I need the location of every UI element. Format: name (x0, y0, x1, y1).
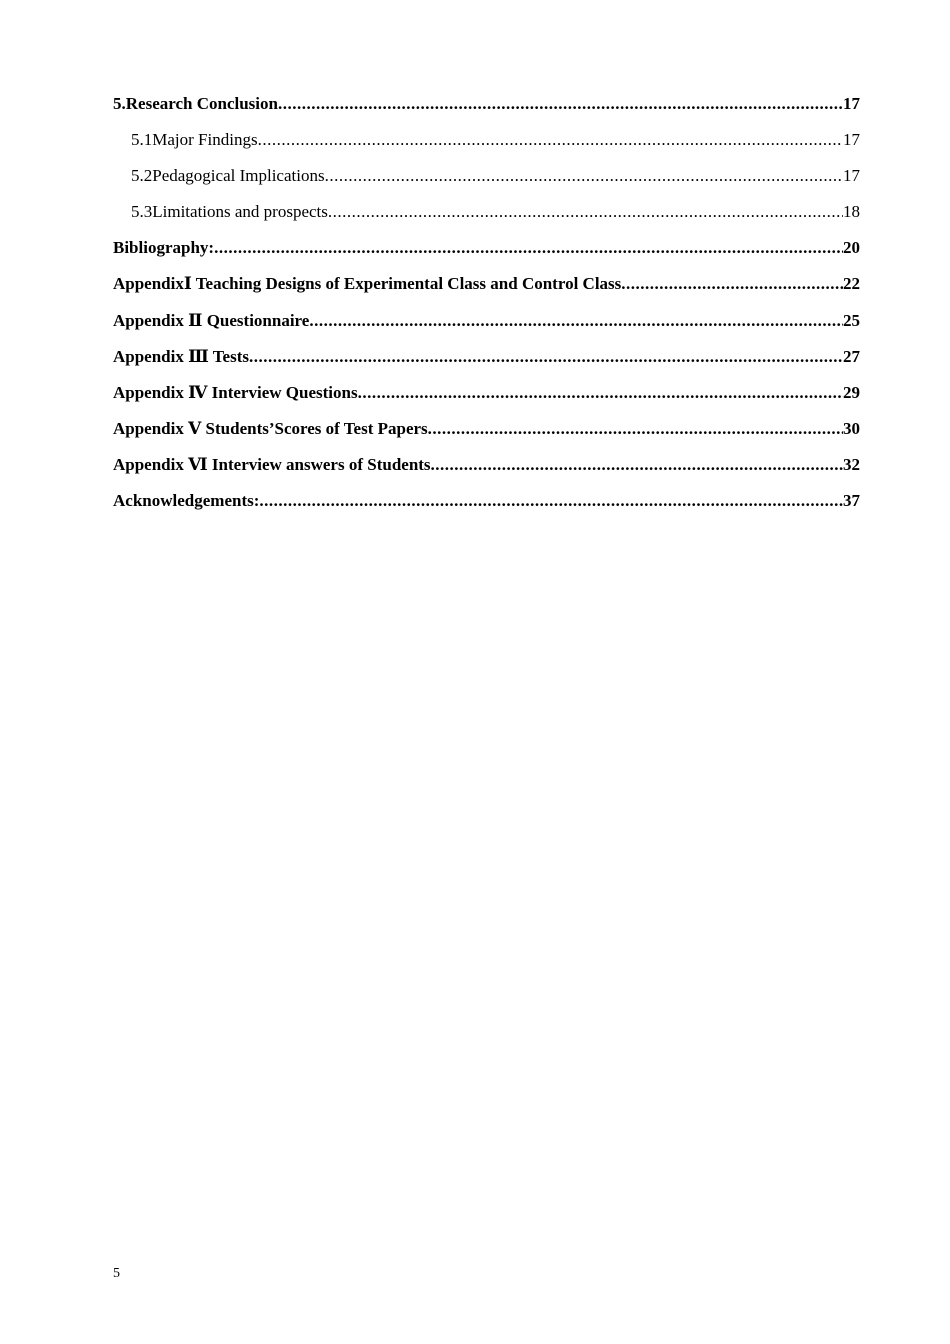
toc-entry-title: 5.1Major Findings (131, 130, 258, 150)
toc-page-number: 37 (843, 491, 860, 511)
toc-dot-leader (309, 309, 843, 333)
toc-entry-appendix-1[interactable] (113, 272, 860, 308)
toc-entry-appendix-2[interactable] (113, 309, 860, 345)
table-of-contents (113, 92, 860, 525)
toc-entry-title: Appendix Ⅱ Questionnaire (113, 310, 310, 330)
toc-page-number: 27 (843, 346, 860, 366)
toc-entry-title: Appendix Ⅵ Interview answers of Students (113, 454, 431, 474)
toc-entry-bibliography[interactable] (113, 236, 860, 272)
toc-page-number: 17 (843, 130, 860, 150)
toc-dot-leader (249, 345, 843, 369)
toc-entry-title: Appendix Ⅴ Students’Scores of Test Papers (113, 418, 428, 438)
toc-page-number: 25 (843, 310, 860, 330)
toc-dot-leader (358, 381, 843, 405)
toc-entry-appendix-4[interactable] (113, 381, 860, 417)
toc-page-number: 17 (843, 166, 860, 186)
toc-entry-title: Acknowledgements: (113, 491, 260, 511)
toc-page-number: 20 (843, 238, 860, 258)
toc-entry-limitations-and-prospects[interactable] (113, 200, 860, 236)
toc-entry-title: Appendix Ⅳ Interview Questions (113, 382, 358, 402)
toc-dot-leader (214, 236, 843, 260)
toc-entry-title: 5.Research Conclusion (113, 94, 278, 113)
page-footer-number: 5 (113, 1266, 120, 1281)
toc-page-number: 18 (843, 202, 860, 222)
toc-entry-title: Bibliography: (113, 238, 215, 258)
toc-page-number: 32 (843, 454, 860, 474)
toc-entry-major-findings[interactable] (113, 128, 860, 164)
toc-dot-leader (328, 200, 843, 224)
toc-page-number: 29 (843, 382, 860, 402)
toc-entry-acknowledgements[interactable] (113, 489, 860, 525)
toc-dot-leader (431, 453, 843, 477)
toc-dot-leader (325, 164, 843, 188)
toc-entry-research-conclusion[interactable] (113, 92, 860, 128)
toc-entry-pedagogical-implications[interactable] (113, 164, 860, 200)
toc-dot-leader (621, 272, 843, 296)
toc-page-number: 17 (843, 94, 860, 113)
toc-entry-title: AppendixⅠ Teaching Designs of Experimental Class and Control Class (113, 274, 622, 294)
toc-dot-leader (428, 417, 843, 441)
toc-dot-leader (278, 92, 843, 116)
toc-entry-title: 5.2Pedagogical Implications (131, 166, 325, 186)
toc-entry-title: 5.3Limitations and prospects (131, 202, 328, 222)
toc-entry-appendix-6[interactable] (113, 453, 860, 489)
toc-entry-appendix-5[interactable] (113, 417, 860, 453)
toc-page-number: 22 (843, 274, 860, 294)
toc-dot-leader (259, 489, 843, 513)
toc-entry-title: Appendix Ⅲ Tests (113, 346, 249, 366)
toc-page-number: 30 (843, 418, 860, 438)
toc-dot-leader (258, 128, 843, 152)
toc-entry-appendix-3[interactable] (113, 345, 860, 381)
